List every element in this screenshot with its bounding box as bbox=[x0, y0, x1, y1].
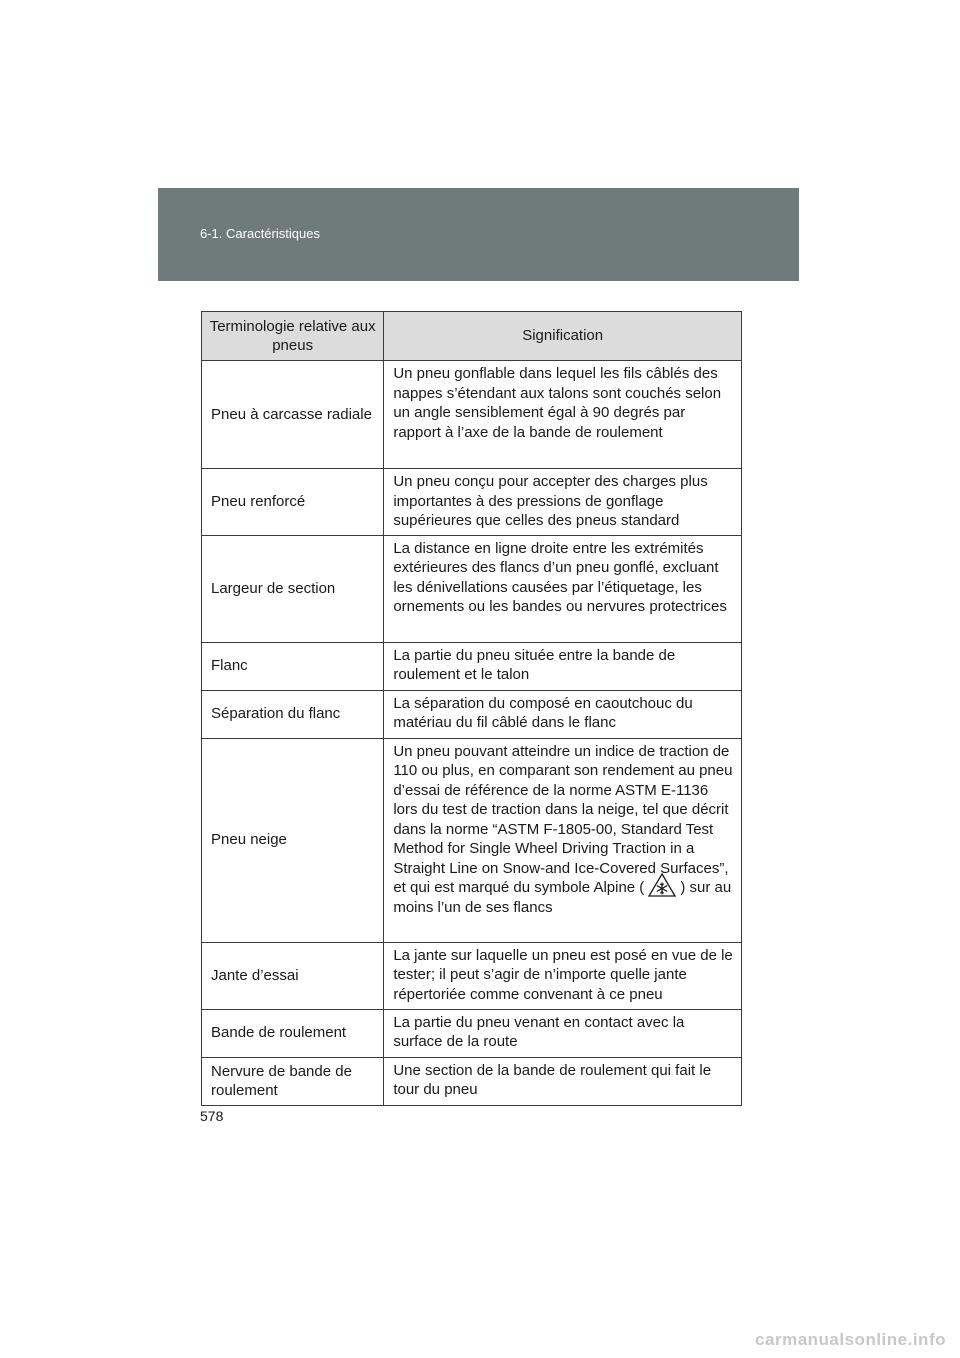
meaning-cell: La partie du pneu située entre la bande de roulement et le talon bbox=[384, 642, 742, 690]
term-cell: Jante d’essai bbox=[202, 942, 384, 1009]
meaning-text: Un pneu pouvant atteindre un indice de traction de 110 ou plus, en comparant son rendement au pneu d’essai de référence de la norme ASTM E-1136 lors du test de traction dans la neige, tel que décrit dans la norme “ASTM F-1805-00, Standard Test Method for Single Wheel Driving Traction in a Straight Line on Snow-and Ice-Covered Surfaces”, et qui est marqué du symbole Alpine ( bbox=[393, 742, 733, 896]
term-cell: Séparation du flanc bbox=[202, 690, 384, 738]
meaning-text-after: ) sur au moins l’un de ses flancs bbox=[393, 879, 732, 916]
term-cell: Pneu renforcé bbox=[202, 469, 384, 536]
table-row bbox=[202, 738, 742, 942]
meaning-cell: La distance en ligne droite entre les extrémités extérieures des flancs d’un pneu gonflé, excluant les dénivellations causées par l’étiquetage, les ornements ou les bandes ou nervures protectrices bbox=[384, 535, 742, 642]
table-row bbox=[202, 535, 742, 642]
meaning-cell: Une section de la bande de roulement qui fait le tour du pneu bbox=[384, 1057, 742, 1105]
watermark: carmanualsonline.info bbox=[755, 1330, 946, 1349]
page-number: 578 bbox=[200, 1108, 224, 1124]
meaning-cell: La jante sur laquelle un pneu est posé en vue de le tester; il peut s’agir de n’importe quelle jante répertoriée comme convenant à ce pneu bbox=[384, 942, 742, 1009]
meaning-cell bbox=[384, 738, 742, 942]
table-header-row bbox=[202, 312, 742, 361]
column-header-meaning: Signification bbox=[384, 312, 742, 361]
section-header-band bbox=[158, 188, 799, 281]
section-title: 6-1. Caractéristiques bbox=[200, 226, 320, 241]
term-cell: Largeur de section bbox=[202, 535, 384, 642]
column-header-term: Terminologie relative aux pneus bbox=[202, 312, 384, 361]
table-row bbox=[202, 469, 742, 536]
term-cell: Bande de roulement bbox=[202, 1009, 384, 1057]
table-row bbox=[202, 1009, 742, 1057]
table-row bbox=[202, 361, 742, 469]
table-row bbox=[202, 642, 742, 690]
meaning-cell: Un pneu gonflable dans lequel les fils câblés des nappes s’étendant aux talons sont couchés selon un angle sensiblement égal à 90 degrés par rapport à l’axe de la bande de roulement bbox=[384, 361, 742, 469]
meaning-cell: La partie du pneu venant en contact avec la surface de la route bbox=[384, 1009, 742, 1057]
term-cell: Flanc bbox=[202, 642, 384, 690]
term-cell: Nervure de bande de roulement bbox=[202, 1057, 384, 1105]
table-row bbox=[202, 942, 742, 1009]
term-cell: Pneu à carcasse radiale bbox=[202, 361, 384, 469]
term-cell: Pneu neige bbox=[202, 738, 384, 942]
meaning-cell: Un pneu conçu pour accepter des charges plus importantes à des pressions de gonflage supérieures que celles des pneus standard bbox=[384, 469, 742, 536]
meaning-cell: La séparation du composé en caoutchouc du matériau du fil câblé dans le flanc bbox=[384, 690, 742, 738]
alpine-snowflake-icon bbox=[648, 873, 676, 897]
table-row bbox=[202, 690, 742, 738]
table-row bbox=[202, 1057, 742, 1105]
tire-terminology-table bbox=[201, 311, 742, 1106]
